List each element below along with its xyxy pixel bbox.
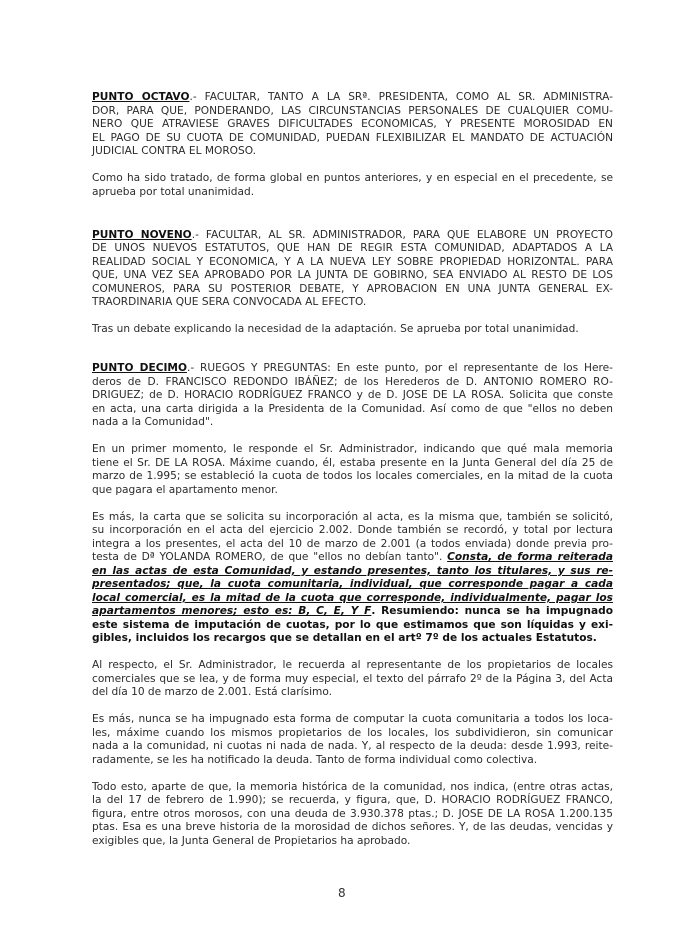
text-line: [92, 242, 613, 256]
paragraph: [92, 362, 613, 430]
text-line: [92, 511, 613, 525]
text-line: [92, 105, 613, 119]
section-heading: PUNTO DECIMO: [92, 362, 187, 375]
paragraph: [92, 659, 613, 700]
paragraph: [92, 91, 613, 159]
paragraph: [92, 229, 613, 310]
text-line: [92, 443, 613, 457]
text-line: [92, 416, 613, 430]
text-segment: TRAORDINARIA QUE SERA CONVOCADA AL EFECTO.: [92, 296, 367, 309]
text-segment: .- RUEGOS Y PREGUNTAS: En este punto, por el representante de los Here-: [186, 362, 613, 375]
text-segment: Todo esto, aparte de que, la memoria histórica de la comunidad, nos indica, (entre otras actas,: [92, 780, 613, 793]
text-line: [92, 362, 613, 376]
text-line: [92, 145, 613, 159]
text-segment: deros de D. FRANCISCO REDONDO IBÁÑEZ; de los Herederos de D. ANTONIO ROMERO RO-: [92, 375, 613, 388]
text-line: [92, 457, 613, 471]
text-segment: .- FACULTAR, AL SR. ADMINISTRADOR, PARA QUE ELABORE UN PROYECTO: [191, 228, 613, 241]
text-line: [92, 538, 613, 552]
text-segment: QUE, UNA VEZ SEA APROBADO POR LA JUNTA DE GOBIRNO, SEA ENVIADO AL RESTO DE LOS: [92, 269, 613, 282]
text-segment: . Resumiendo: nunca se ha impugnado: [371, 605, 613, 618]
paragraph: [92, 713, 613, 767]
text-line: [92, 578, 613, 592]
text-segment: gibles, incluidos los recargos que se detallan en el artº 7º de los actuales Estatutos.: [92, 632, 597, 645]
text-segment: exigibles que, la Junta General de Propietarios ha aprobado.: [92, 834, 411, 847]
page-number: 8: [338, 886, 346, 900]
text-line: [92, 713, 613, 727]
text-segment: Consta, de forma reiterada: [447, 551, 613, 564]
text-line: [92, 470, 613, 484]
text-segment: aprueba por total unanimidad.: [92, 185, 255, 198]
text-line: [92, 686, 613, 700]
text-segment: su incorporación en el acta del ejercicio 2.002. Donde también se recordó, y total por lectura: [92, 524, 613, 537]
text-segment: nada a la Comunidad".: [92, 416, 214, 429]
text-segment: que pagara el apartamento menor.: [92, 483, 278, 496]
text-segment: REALIDAD SOCIAL Y ECONOMICA, Y A LA NUEVA LEY SOBRE PROPIEDAD HORIZONTAL. PARA: [92, 255, 613, 268]
text-segment: COMUNEROS, PARA SU POSTERIOR DEBATE, Y APROBACION EN UNA JUNTA GENERAL EX-: [92, 282, 613, 295]
text-segment: Es más, nunca se ha impugnado esta forma de computar la cuota comunitaria a todos los loca-: [92, 713, 613, 726]
text-line: [92, 269, 613, 283]
text-segment: les, máxime cuando los mismos propietarios de los locales, los subdividieron, sin comunicar: [92, 726, 613, 739]
text-segment: en las actas de esta Comunidad, y estando presentes, tanto los titulares, y sus re-: [92, 564, 613, 577]
text-line: [92, 754, 613, 768]
section-heading: PUNTO NOVENO: [92, 228, 192, 241]
paragraph: [92, 323, 613, 337]
text-line: [92, 118, 613, 132]
text-line: [92, 91, 613, 105]
text-line: [92, 323, 613, 337]
text-segment: en acta, una carta dirigida a la Presidenta de la Comunidad. Así como de que "ellos no deben: [92, 402, 613, 415]
text-segment: nada a la comunidad, ni cuotas ni nada de nada. Y, al respecto de la deuda: desde 1.993, reite-: [92, 740, 613, 753]
text-segment: Tras un debate explicando la necesidad de la adaptación. Se aprueba por total unanimidad.: [92, 323, 579, 336]
text-segment: local comercial, es la mitad de la cuota que corresponde, individualmente, pagar los: [92, 591, 613, 604]
text-segment: marzo de 1.995; se estableció la cuota de todos los locales comerciales, en la mitad de la cuota: [92, 470, 613, 483]
text-line: [92, 551, 613, 565]
text-line: [92, 283, 613, 297]
text-segment: En un primer momento, le responde el Sr. Administrador, indicando que qué mala memoria: [92, 443, 613, 456]
document-body: [92, 91, 613, 848]
text-line: [92, 794, 613, 808]
text-segment: comerciales que se lea, y de forma muy especial, el texto del párrafo 2º de la Página 3, del Acta: [92, 672, 613, 685]
text-segment: ptas. Esa es una breve historia de la morosidad de dichos señores. Y, de las deudas, vencidas y: [92, 821, 613, 834]
text-segment: Es más, la carta que se solicita su incorporación al acta, es la misma que, también se solicitó,: [92, 510, 613, 523]
text-line: [92, 229, 613, 243]
text-line: [92, 632, 613, 646]
text-segment: EL PAGO DE SU CUOTA DE COMUNIDAD, PUEDAN FLEXIBILIZAR EL MANDATO DE ACTUACIÓN: [92, 131, 613, 144]
text-line: [92, 296, 613, 310]
section-heading: PUNTO OCTAVO: [92, 91, 190, 103]
text-segment: radamente, se les ha notificado la deuda. Tanto de forma individual como colectiva.: [92, 753, 538, 766]
text-line: [92, 619, 613, 633]
text-segment: .- FACULTAR, TANTO A LA SRª. PRESIDENTA, COMO AL SR. ADMINISTRA-: [189, 91, 613, 103]
paragraph: [92, 172, 613, 199]
text-line: [92, 781, 613, 795]
text-line: [92, 592, 613, 606]
text-segment: DE UNOS NUEVOS ESTATUTOS, QUE HAN DE REGIR ESTA COMUNIDAD, ADAPTADOS A LA: [92, 242, 613, 255]
text-line: [92, 376, 613, 390]
text-line: [92, 256, 613, 270]
text-segment: figura, entre otros morosos, con una deuda de 3.930.378 ptas.; D. JOSE DE LA ROSA 1.200.135: [92, 807, 613, 820]
text-segment: presentados; que, la cuota comunitaria, individual, que corresponde pagar a cada: [92, 578, 613, 591]
text-line: [92, 673, 613, 687]
text-segment: DOR, PARA QUE, PONDERANDO, LAS CIRCUNSTANCIAS PERSONALES DE CUALQUIER COMU-: [92, 104, 613, 117]
paragraph: [92, 511, 613, 646]
text-segment: NERO QUE ATRAVIESE GRAVES DIFICULTADES ECONOMICAS, Y PRESENTE MOROSIDAD EN: [92, 118, 613, 130]
text-line: [92, 524, 613, 538]
text-line: [92, 389, 613, 403]
paragraph: [92, 443, 613, 497]
text-segment: apartamentos menores; esto es: B, C, E, Y F: [92, 605, 372, 618]
text-segment: JUDICIAL CONTRA EL MOROSO.: [92, 145, 257, 157]
text-line: [92, 186, 613, 200]
text-line: [92, 565, 613, 579]
text-line: [92, 403, 613, 417]
text-segment: DRIGUEZ; de D. HORACIO RODRÍGUEZ FRANCO y de D. JOSE DE LA ROSA. Solicita que conste: [92, 389, 613, 402]
text-line: [92, 740, 613, 754]
text-segment: Como ha sido tratado, de forma global en puntos anteriores, y en especial en el precedente, se: [92, 172, 613, 184]
text-segment: Al respecto, el Sr. Administrador, le recuerda al representante de los propietarios de locales: [92, 659, 613, 672]
text-line: [92, 808, 613, 822]
paragraph: [92, 781, 613, 849]
text-line: [92, 132, 613, 146]
text-segment: integra a los presentes, el acta del 10 de marzo de 2.001 (a todos enviada) donde previa pro-: [92, 537, 613, 550]
text-line: [92, 727, 613, 741]
text-segment: testa de Dª YOLANDA ROMERO, de que "ellos no debían tanto".: [92, 551, 448, 564]
text-segment: este sistema de imputación de cuotas, por lo que estimamos que son líquidas y exi-: [92, 618, 613, 631]
text-segment: tiene el Sr. DE LA ROSA. Máxime cuando, él, estaba presente en la Junta General del día 25 de: [92, 456, 613, 469]
text-line: [92, 835, 613, 849]
text-line: [92, 605, 613, 619]
text-line: [92, 172, 613, 186]
text-line: [92, 659, 613, 673]
text-segment: la del 17 de febrero de 1.990); se recuerda, y figura, que, D. HORACIO RODRÍGUEZ FRANCO,: [92, 794, 613, 807]
text-line: [92, 821, 613, 835]
text-segment: del día 10 de marzo de 2.001. Está clarísimo.: [92, 686, 333, 699]
text-line: [92, 484, 613, 498]
